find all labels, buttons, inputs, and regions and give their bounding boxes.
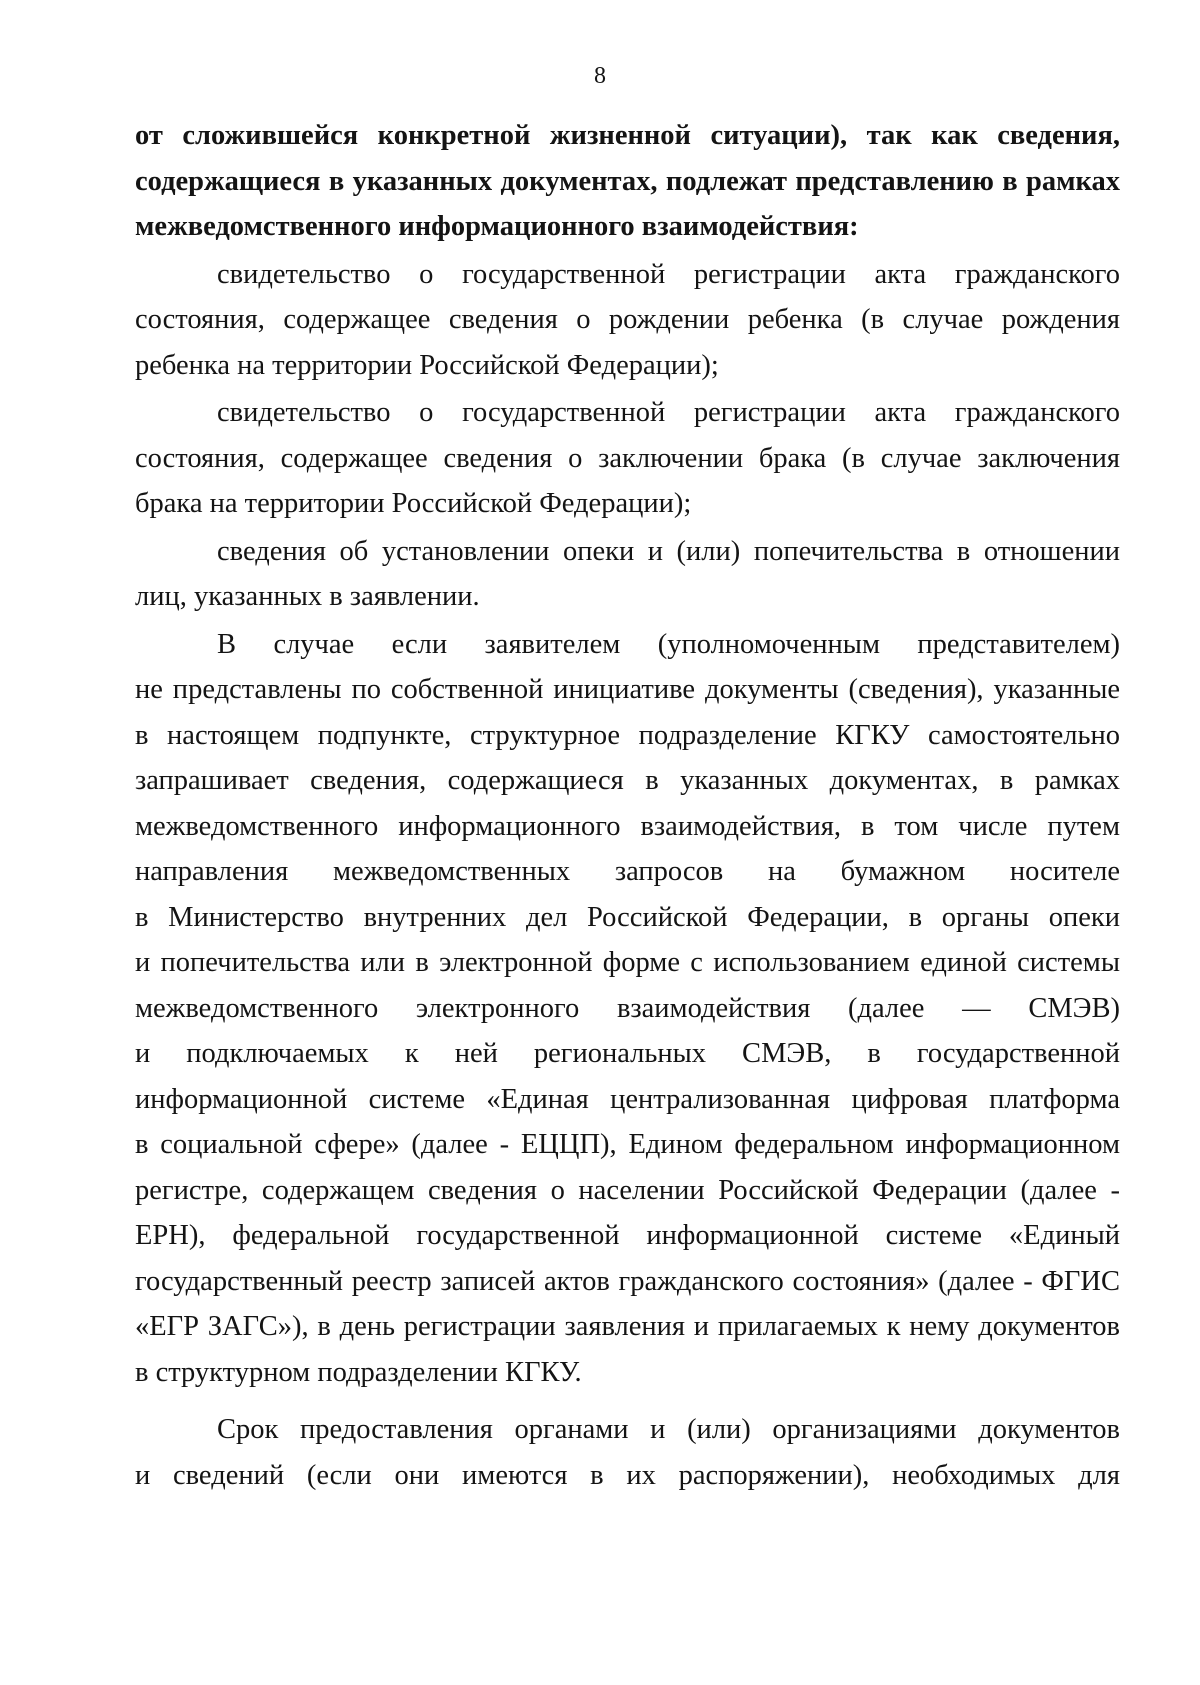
page-number: 8 bbox=[594, 63, 606, 89]
text-line: в социальной сфере» (далее - ЕЦЦП), Едином федеральном информационном bbox=[135, 1129, 1120, 1160]
text-line: межведомственного информационного взаимодействия: bbox=[135, 211, 859, 242]
text-line: в настоящем подпункте, структурное подразделение КГКУ самостоятельно bbox=[135, 719, 1120, 751]
paragraph-p3 bbox=[135, 529, 1120, 620]
text-line: ЕРН), федеральной государственной информационной системе «Единый bbox=[135, 1220, 1120, 1251]
text-line: и сведений (если они имеются в их распоряжении), необходимых для bbox=[135, 1459, 1120, 1491]
text-line: в Министерство внутренних дел Российской Федерации, в органы опеки bbox=[135, 901, 1120, 933]
document-body bbox=[135, 113, 1120, 1498]
text-line: сведения об установлении опеки и (или) попечительства в отношении bbox=[217, 535, 1120, 567]
text-line: межведомственного информационного взаимодействия, в том числе путем bbox=[135, 810, 1120, 842]
paragraph-p5 bbox=[135, 1407, 1120, 1498]
text-line: ребенка на территории Российской Федерации); bbox=[135, 349, 719, 381]
text-line: В случае если заявителем (уполномоченным представителем) bbox=[217, 628, 1120, 660]
paragraph-p4 bbox=[135, 622, 1120, 1396]
text-line: свидетельство о государственной регистрации акта гражданского bbox=[217, 258, 1120, 290]
text-line: брака на территории Российской Федерации); bbox=[135, 488, 692, 519]
text-line: и подключаемых к ней региональных СМЭВ, в государственной bbox=[135, 1038, 1120, 1069]
text-line: в структурном подразделении КГКУ. bbox=[135, 1356, 582, 1388]
paragraph-p2 bbox=[135, 390, 1120, 527]
text-line: регистре, содержащем сведения о населении Российской Федерации (далее - bbox=[135, 1174, 1120, 1206]
text-line: лиц, указанных в заявлении. bbox=[135, 581, 480, 612]
text-line: состояния, содержащее сведения о рождении ребенка (в случае рождения bbox=[135, 304, 1120, 335]
text-line: «ЕГР ЗАГС»), в день регистрации заявления и прилагаемых к нему документов bbox=[135, 1311, 1120, 1342]
text-line: свидетельство о государственной регистрации акта гражданского bbox=[217, 397, 1120, 428]
paragraph-p1 bbox=[135, 252, 1120, 389]
text-line: содержащиеся в указанных документах, подлежат представлению в рамках bbox=[135, 165, 1120, 197]
text-line: от сложившейся конкретной жизненной ситуации), так как сведения, bbox=[135, 120, 1120, 151]
text-line: состояния, содержащее сведения о заключении брака (в случае заключения bbox=[135, 442, 1120, 474]
text-line: информационной системе «Единая централизованная цифровая платформа bbox=[135, 1083, 1120, 1115]
text-line: не представлены по собственной инициативе документы (сведения), указанные bbox=[135, 674, 1120, 705]
text-line: государственный реестр записей актов гражданского состояния» (далее - ФГИС bbox=[135, 1265, 1120, 1297]
text-line: направления межведомственных запросов на бумажном носителе bbox=[135, 856, 1120, 887]
text-line: и попечительства или в электронной форме с использованием единой системы bbox=[135, 947, 1120, 978]
text-line: межведомственного электронного взаимодействия (далее — СМЭВ) bbox=[135, 992, 1120, 1024]
paragraph-p0 bbox=[135, 113, 1120, 250]
text-line: запрашивает сведения, содержащиеся в указанных документах, в рамках bbox=[135, 765, 1120, 796]
text-line: Срок предоставления органами и (или) организациями документов bbox=[217, 1414, 1120, 1445]
